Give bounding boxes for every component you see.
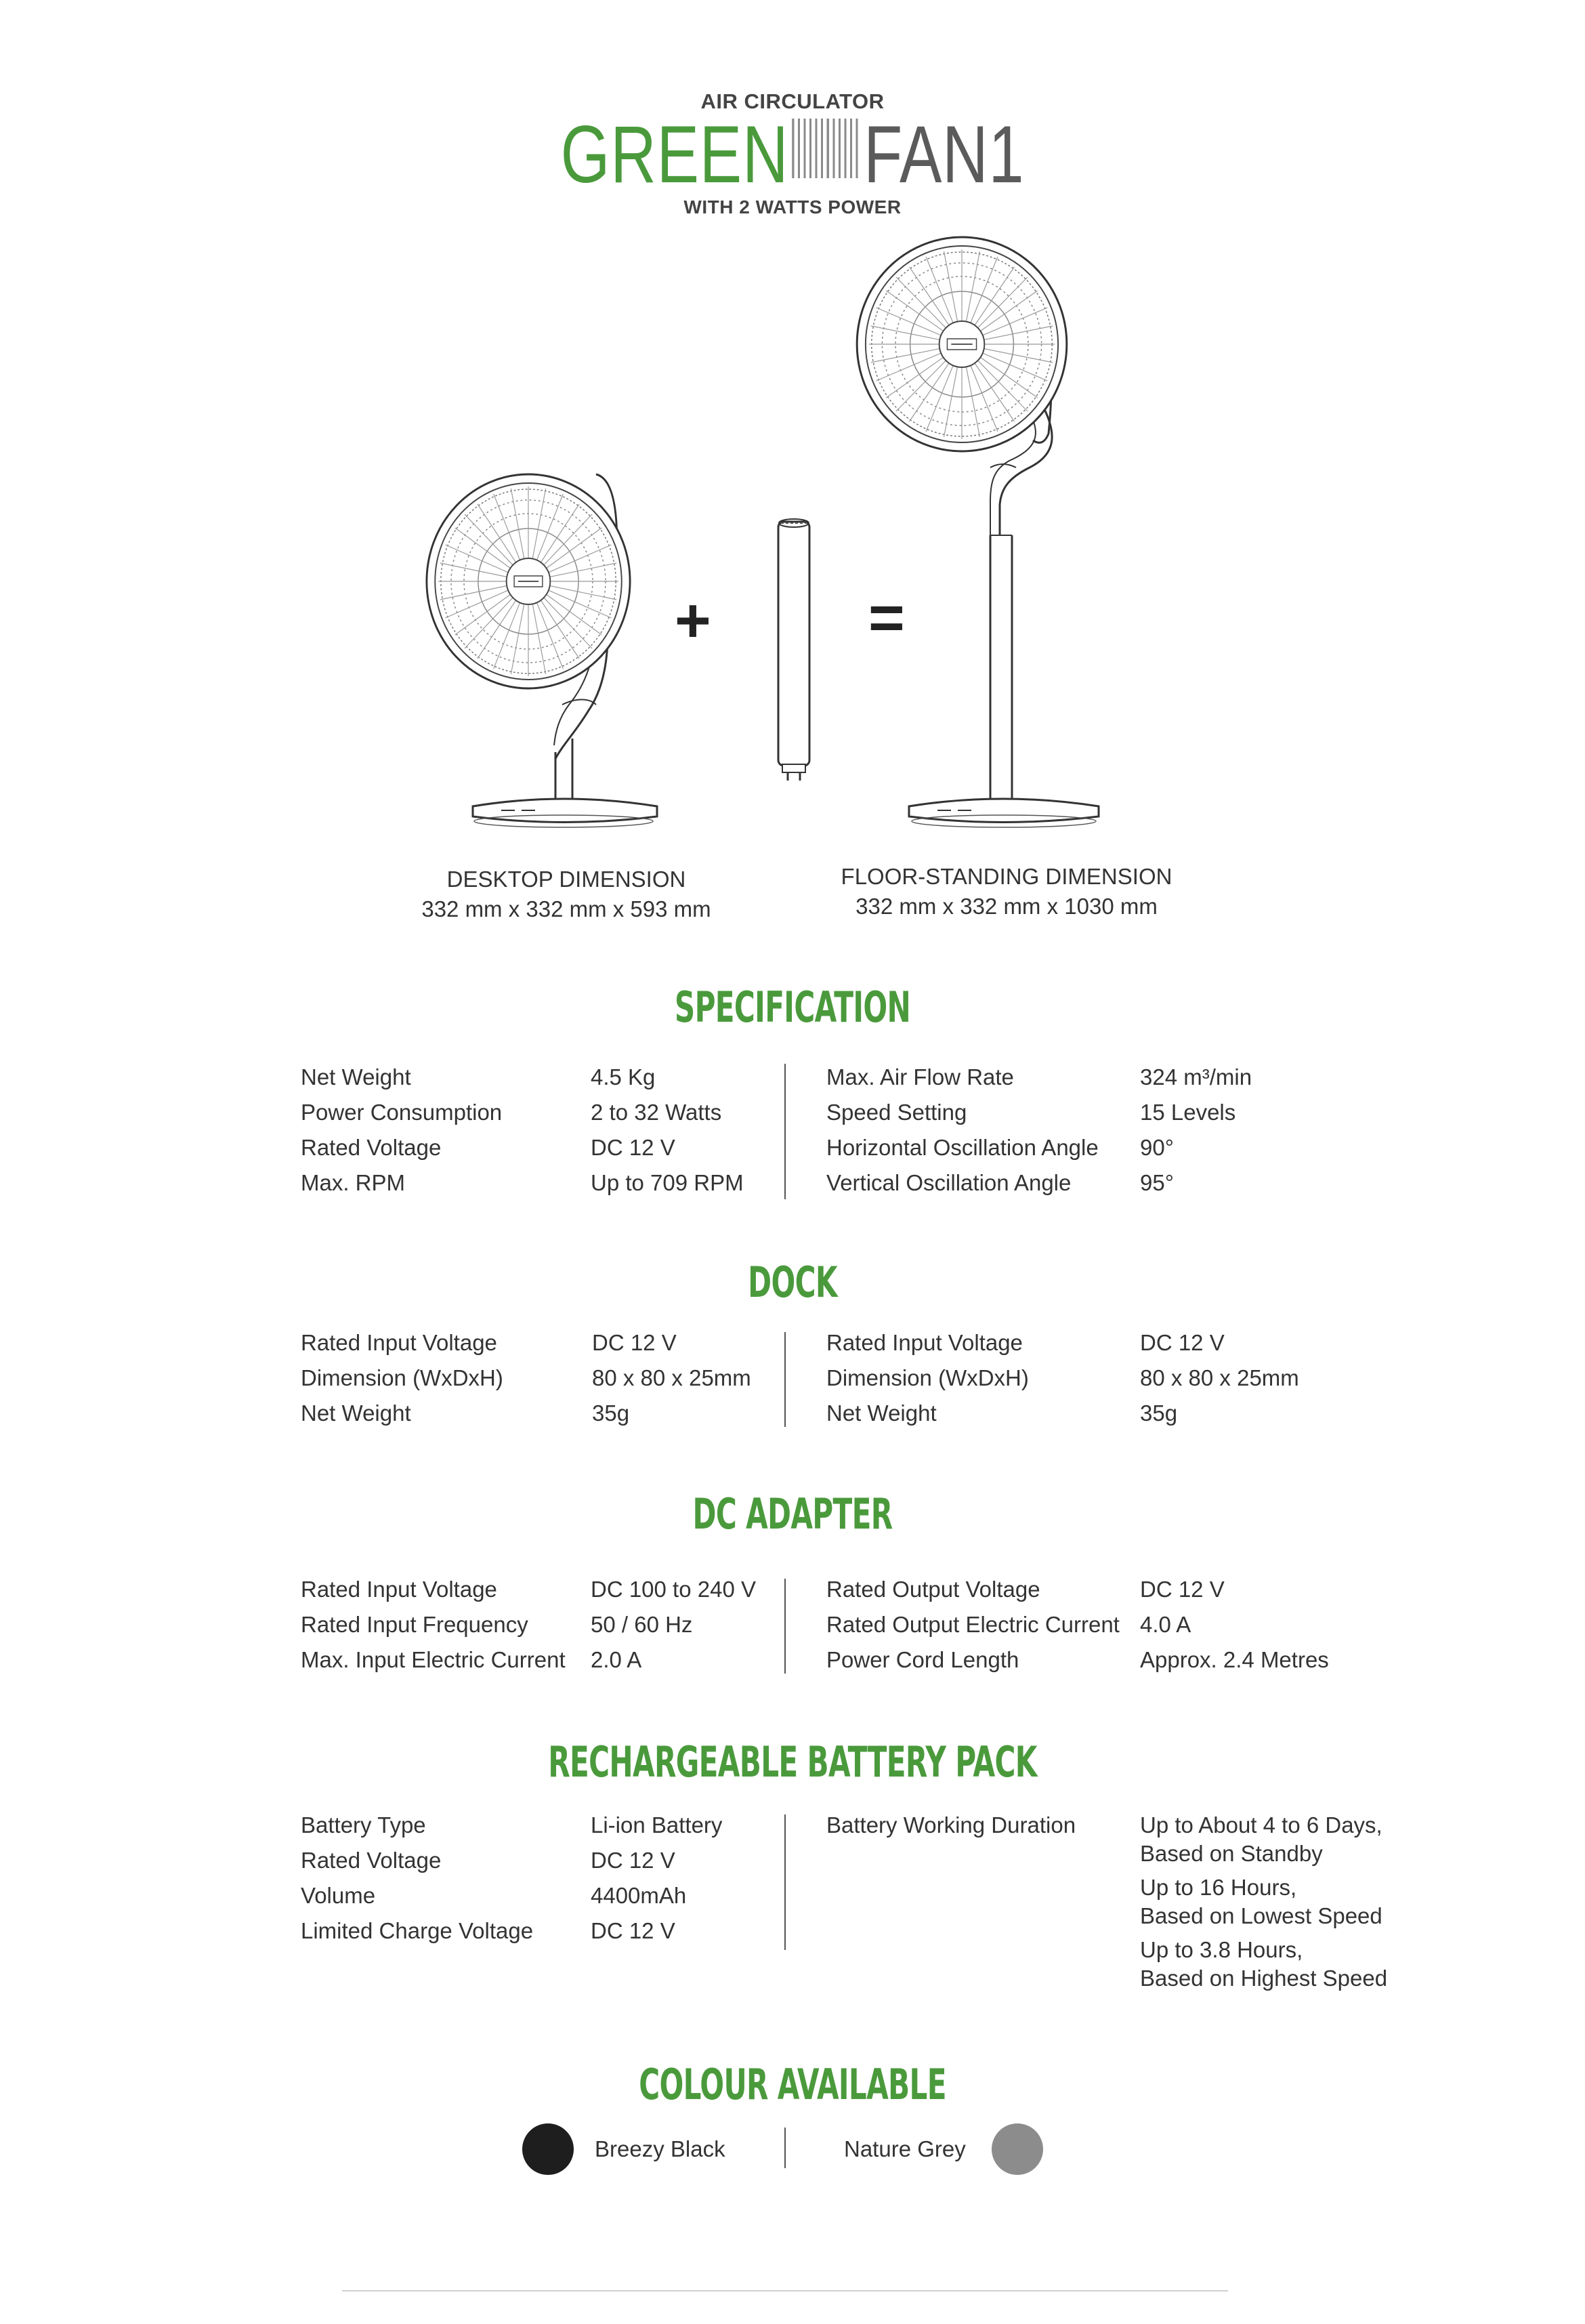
dock-heading: DOCK <box>748 1258 837 1307</box>
desktop-fan-drawing <box>427 474 657 827</box>
adapter-right-values <box>1140 1572 1329 1678</box>
dock-value: 35g <box>1140 1400 1178 1426</box>
dock-label: Net Weight <box>826 1400 937 1426</box>
adapter-value: 4.0 A <box>1140 1612 1191 1637</box>
duration-line: Up to 16 Hours, <box>1140 1875 1297 1900</box>
duration-line: Based on Lowest Speed <box>1140 1903 1382 1928</box>
desktop-dimension <box>329 865 803 924</box>
spec-value: 90° <box>1140 1135 1174 1160</box>
dock-label: Rated Input Voltage <box>301 1330 497 1355</box>
duration-line: Up to 3.8 Hours, <box>1140 1937 1303 1962</box>
dock-label: Rated Input Voltage <box>826 1330 1023 1355</box>
battery-left-values <box>591 1808 722 1949</box>
plus-sign: + <box>675 586 711 655</box>
battery-label: Battery Type <box>301 1812 426 1838</box>
spec-label: Net Weight <box>301 1064 411 1090</box>
product-illustration <box>0 0 1585 881</box>
spec-label: Speed Setting <box>826 1100 967 1125</box>
spec-value: Up to 709 RPM <box>591 1170 744 1195</box>
battery-duration-item <box>1140 1936 1387 1993</box>
grey-colour-swatch <box>992 2123 1043 2175</box>
floor-fan-drawing <box>857 237 1099 827</box>
battery-value: DC 12 V <box>591 1848 675 1873</box>
battery-label: Volume <box>301 1883 376 1908</box>
extension-pole-drawing <box>778 519 809 781</box>
battery-right-label <box>826 1808 1076 1843</box>
dock-right-labels <box>826 1325 1029 1431</box>
adapter-left-labels <box>301 1572 566 1678</box>
colour-divider <box>784 2128 786 2168</box>
spec-right-values <box>1140 1060 1252 1201</box>
footer-divider <box>342 2290 1228 2291</box>
adapter-label: Rated Output Voltage <box>826 1577 1040 1602</box>
desktop-dimension-title: DESKTOP DIMENSION <box>446 867 686 892</box>
battery-heading: RECHARGEABLE BATTERY PACK <box>548 1737 1037 1787</box>
grey-colour-label: Nature Grey <box>844 2136 966 2161</box>
column-divider <box>784 1579 786 1674</box>
spec-value: 15 Levels <box>1140 1100 1236 1125</box>
adapter-label: Max. Input Electric Current <box>301 1647 566 1672</box>
adapter-value: Approx. 2.4 Metres <box>1140 1647 1329 1672</box>
spec-label: Power Consumption <box>301 1100 503 1125</box>
column-divider <box>784 1064 786 1199</box>
spec-label: Vertical Oscillation Angle <box>826 1170 1072 1195</box>
logo-tagline-bottom: WITH 2 WATTS POWER <box>683 196 902 217</box>
spec-left-values <box>591 1060 744 1201</box>
spec-label: Horizontal Oscillation Angle <box>826 1135 1099 1160</box>
spec-value: 324 m³/min <box>1140 1064 1252 1090</box>
dock-label: Net Weight <box>301 1400 411 1426</box>
adapter-value: DC 12 V <box>1140 1577 1225 1602</box>
dock-label: Dimension (WxDxH) <box>301 1365 503 1390</box>
duration-line: Up to About 4 to 6 Days, <box>1140 1812 1382 1838</box>
adapter-value: 2.0 A <box>591 1647 642 1672</box>
desktop-dimension-size: 332 mm x 332 mm x 593 mm <box>421 896 711 921</box>
dock-value: DC 12 V <box>592 1330 677 1355</box>
spec-label: Rated Voltage <box>301 1135 442 1160</box>
spec-value: 4.5 Kg <box>591 1064 656 1090</box>
spec-value: DC 12 V <box>591 1135 675 1160</box>
specification-heading: SPECIFICATION <box>674 982 911 1032</box>
column-divider <box>784 1332 786 1427</box>
floor-dimension <box>769 862 1244 921</box>
spec-label: Max. RPM <box>301 1170 406 1195</box>
dock-value: 35g <box>592 1400 630 1426</box>
battery-durations <box>1140 1811 1387 1998</box>
battery-label: Limited Charge Voltage <box>301 1918 534 1943</box>
logo-tagline-top: AIR CIRCULATOR <box>700 89 885 113</box>
battery-label: Battery Working Duration <box>826 1812 1076 1838</box>
duration-line: Based on Highest Speed <box>1140 1966 1388 1991</box>
spec-left-labels <box>301 1060 502 1201</box>
black-colour-label: Breezy Black <box>595 2136 725 2161</box>
adapter-value: DC 100 to 240 V <box>591 1577 756 1602</box>
equals-sign: = <box>868 583 905 652</box>
battery-label: Rated Voltage <box>301 1848 442 1873</box>
dock-right-values <box>1140 1325 1299 1431</box>
dock-value: 80 x 80 x 25mm <box>592 1365 751 1390</box>
logo-word-green: GREEN <box>560 109 789 200</box>
dock-value: DC 12 V <box>1140 1330 1225 1355</box>
adapter-value: 50 / 60 Hz <box>591 1612 693 1637</box>
dock-left-labels <box>301 1325 503 1431</box>
duration-line: Based on Standby <box>1140 1841 1323 1866</box>
adapter-left-values <box>591 1572 756 1678</box>
battery-left-labels <box>301 1808 533 1949</box>
battery-value: Li-ion Battery <box>591 1812 723 1838</box>
battery-duration-item <box>1140 1811 1387 1868</box>
column-divider <box>784 1814 786 1950</box>
dock-value: 80 x 80 x 25mm <box>1140 1365 1299 1390</box>
black-colour-swatch <box>522 2123 574 2175</box>
battery-value: DC 12 V <box>591 1918 675 1943</box>
floor-dimension-title: FLOOR-STANDING DIMENSION <box>841 864 1172 889</box>
spec-right-labels <box>826 1060 1099 1201</box>
colour-heading: COLOUR AVAILABLE <box>639 2060 946 2109</box>
dock-label: Dimension (WxDxH) <box>826 1365 1029 1390</box>
spec-value: 2 to 32 Watts <box>591 1100 722 1125</box>
adapter-right-labels <box>826 1572 1120 1678</box>
floor-dimension-size: 332 mm x 332 mm x 1030 mm <box>855 894 1158 919</box>
battery-value: 4400mAh <box>591 1883 687 1908</box>
adapter-label: Power Cord Length <box>826 1647 1019 1672</box>
battery-duration-item <box>1140 1873 1387 1930</box>
dock-left-values <box>592 1325 751 1431</box>
logo-word-fan: FAN1 <box>864 109 1025 200</box>
adapter-label: Rated Input Frequency <box>301 1612 528 1637</box>
adapter-label: Rated Output Electric Current <box>826 1612 1120 1637</box>
spec-label: Max. Air Flow Rate <box>826 1064 1014 1090</box>
dc-adapter-heading: DC ADAPTER <box>692 1489 893 1539</box>
spec-value: 95° <box>1140 1170 1174 1195</box>
adapter-label: Rated Input Voltage <box>301 1577 497 1602</box>
